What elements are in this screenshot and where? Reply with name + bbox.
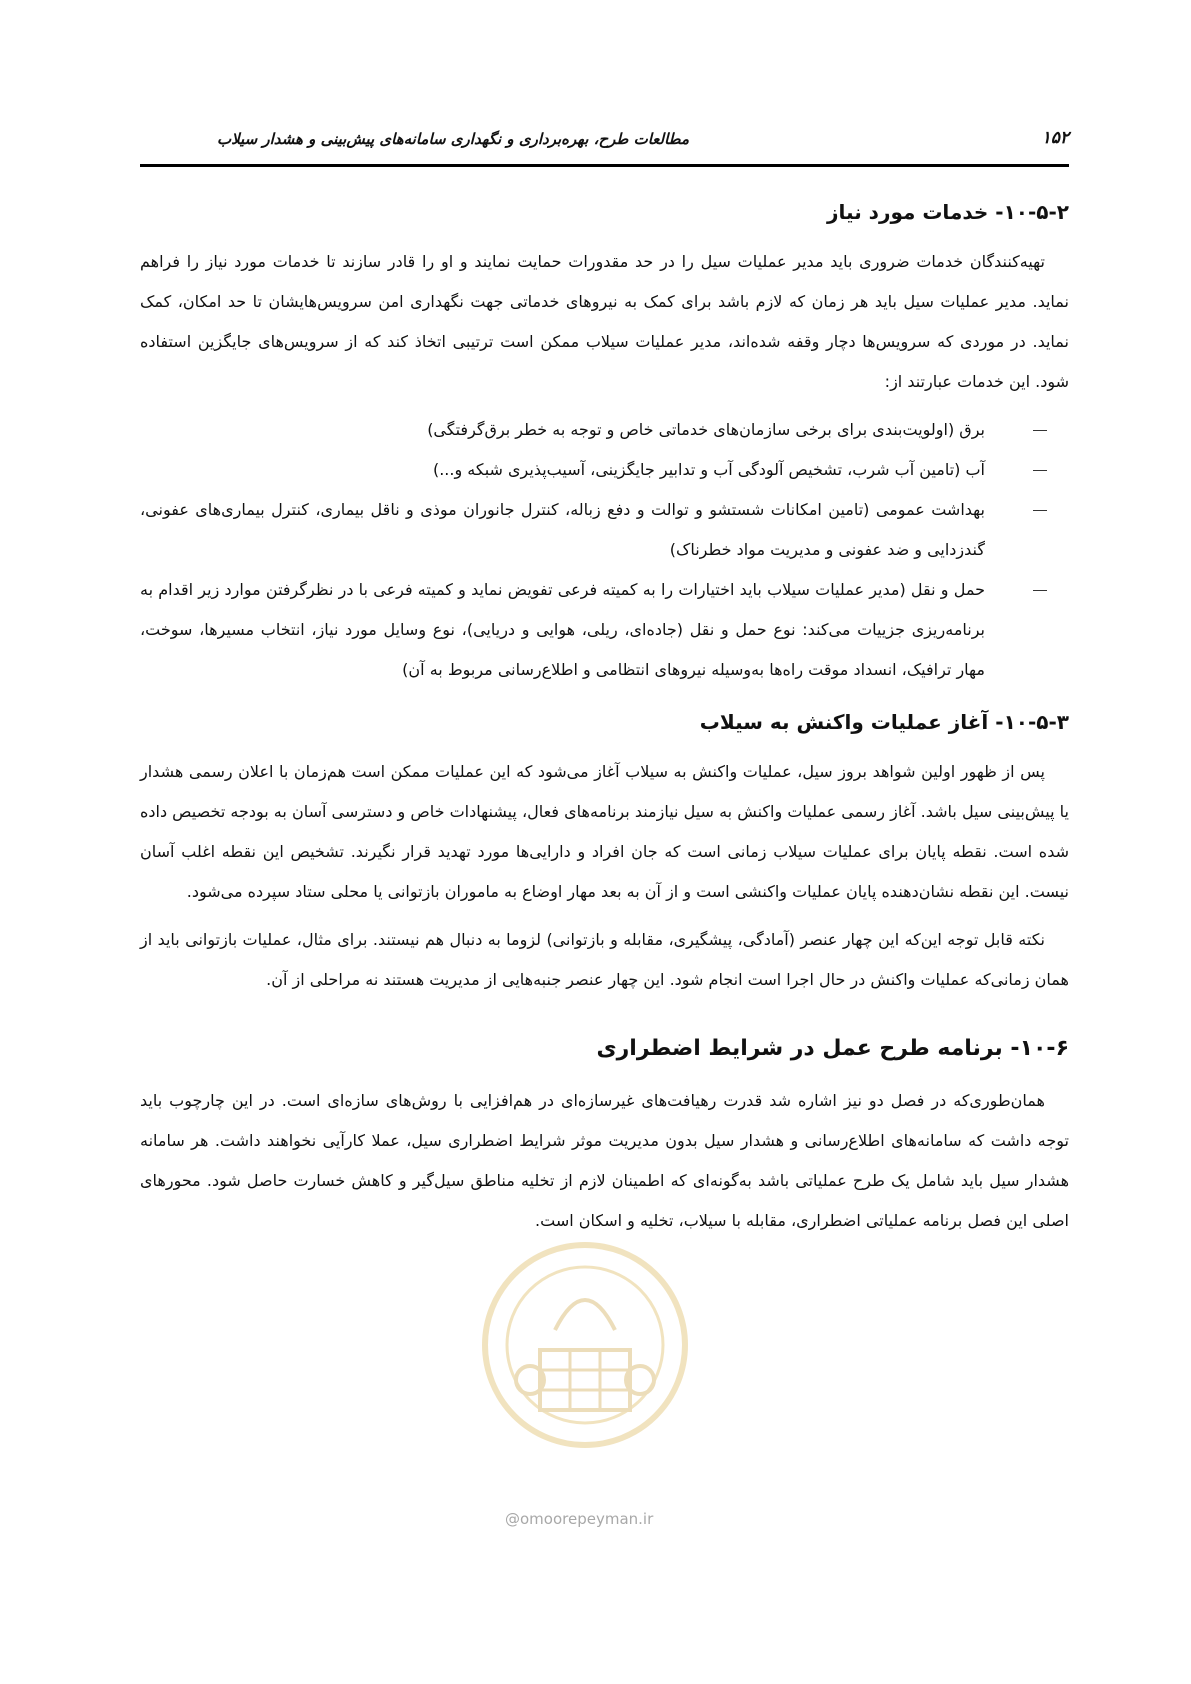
paragraph: همان‌طوری‌که در فصل دو نیز اشاره شد قدرت رهیافت‌های غیرسازه‌ای در هم‌افزایی با روش‌های سازه‌ای است. در این چارچوب باید توجه داشت که سامانه‌های اطلاع‌رسانی و هشدار سیل بدون مدیریت موثر شرایط اضطراری سیل، عملا کارآیی نخواهند داشت. هر سامانه هشدار سیل باید شامل یک طرح عملیاتی باشد به‌گونه‌ای که اطمینان لازم از تخلیه مناطق سیل‌گیر و کاهش خسارت حاصل شود. محورهای اصلی این فصل برنامه عملیاتی اضطراری، مقابله با سیلاب، تخلیه و اسکان است. [140, 1091, 1069, 1230]
list-item-text: برق (اولویت‌بندی برای برخی سازمان‌های خدماتی خاص و توجه به خطر برق‌گرفتگی) [427, 420, 985, 439]
section-heading-10-6: ۱۰-۶- برنامه طرح عمل در شرایط اضطراری [596, 1036, 1069, 1061]
running-title: مطالعات طرح، بهره‌برداری و نگهداری سامانه‌های پیش‌بینی و هشدار سیلاب [216, 130, 689, 148]
header-rule [140, 164, 1069, 167]
dash-bullet [1033, 470, 1047, 471]
dash-bullet [1033, 430, 1047, 431]
paragraph: پس از ظهور اولین شواهد بروز سیل، عملیات واکنش به سیلاب آغاز می‌شود که این عملیات ممکن است هم‌زمان با اعلان رسمی هشدار یا پیش‌بینی سیل باشد. آغاز رسمی عملیات واکنش به سیل نیازمند برنامه‌های فعال، پیشنهادات خاص و دسترسی آسان به بودجه تخصیص داده شده است. نقطه پایان برای عملیات سیلاب زمانی است که جان افراد و دارایی‌ها مورد تهدید قرار نگیرند. تشخیص این نقطه اغلب آسان نیست. این نقطه نشان‌دهنده پایان عملیات واکنشی است و از آن به بعد مهار اوضاع به ماموران بازتوانی یا محلی ستاد سپرده می‌شود. [140, 762, 1069, 901]
running-header [140, 126, 1069, 156]
dash-bullet [1033, 510, 1047, 511]
dash-bullet [1033, 590, 1047, 591]
list-item [140, 410, 1069, 450]
watermark-text: @omoorepeyman.ir [505, 1510, 654, 1528]
section-heading-10-5-2: ۱۰-۵-۲- خدمات مورد نیاز [827, 200, 1069, 224]
watermark-seal-icon [470, 1230, 700, 1460]
page-body [140, 200, 1069, 1249]
section-heading-10-5-3: ۱۰-۵-۳- آغاز عملیات واکنش به سیلاب [699, 710, 1069, 734]
paragraph: نکته قابل توجه این‌که این چهار عنصر (آمادگی، پیشگیری، مقابله و بازتوانی) لزوما به دنبال هم نیستند. برای مثال، عملیات بازتوانی باید از همان زمانی‌که عملیات واکنش در حال اجرا است انجام شود. این چهار عنصر جنبه‌هایی از مدیریت هستند نه مراحلی از آن. [140, 930, 1069, 989]
list-item-text: آب (تامین آب شرب، تشخیص آلودگی آب و تدابیر جایگزینی، آسیب‌پذیری شبکه و...) [432, 460, 985, 479]
list-item-text: بهداشت عمومی (تامین امکانات شستشو و توالت و دفع زباله، کنترل جانوران موذی و ناقل بیماری، کنترل بیماری‌های عفونی، گندزدایی و ضد عفونی و مدیریت مواد خطرناک) [140, 500, 985, 559]
list-item-text: حمل و نقل (مدیر عملیات سیلاب باید اختیارات را به کمیته فرعی تفویض نماید و کمیته فرعی با در نظرگرفتن موارد زیر اقدام به برنامه‌ریزی جزییات می‌کند: نوع حمل و نقل (جاده‌ای، ریلی، هوایی و دریایی)، نوع وسایل مورد نیاز، انتخاب مسیرها، سوخت، مهار ترافیک، انسداد موقت راه‌ها به‌وسیله نیروهای انتظامی و اطلاع‌رسانی مربوط به آن) [140, 580, 985, 679]
services-list [140, 410, 1069, 690]
list-item [140, 570, 1069, 690]
page-number: ۱۵۲ [1041, 128, 1069, 148]
list-item [140, 450, 1069, 490]
list-item [140, 490, 1069, 570]
paragraph: تهیه‌کنندگان خدمات ضروری باید مدیر عملیات سیل را در حد مقدورات حمایت نمایند و او را قادر سازند تا خدمات مورد نیاز را فراهم نماید. مدیر عملیات سیل باید هر زمان که لازم باشد برای کمک به نیروهای خدماتی جهت نگهداری امن سرویس‌هایشان تا حد امکان، کمک نماید. در موردی که سرویس‌ها دچار وقفه شده‌اند، مدیر عملیات سیلاب ممکن است ترتیبی اتخاذ کند که از سرویس‌های جایگزین استفاده شود. این خدمات عبارتند از: [140, 252, 1069, 391]
